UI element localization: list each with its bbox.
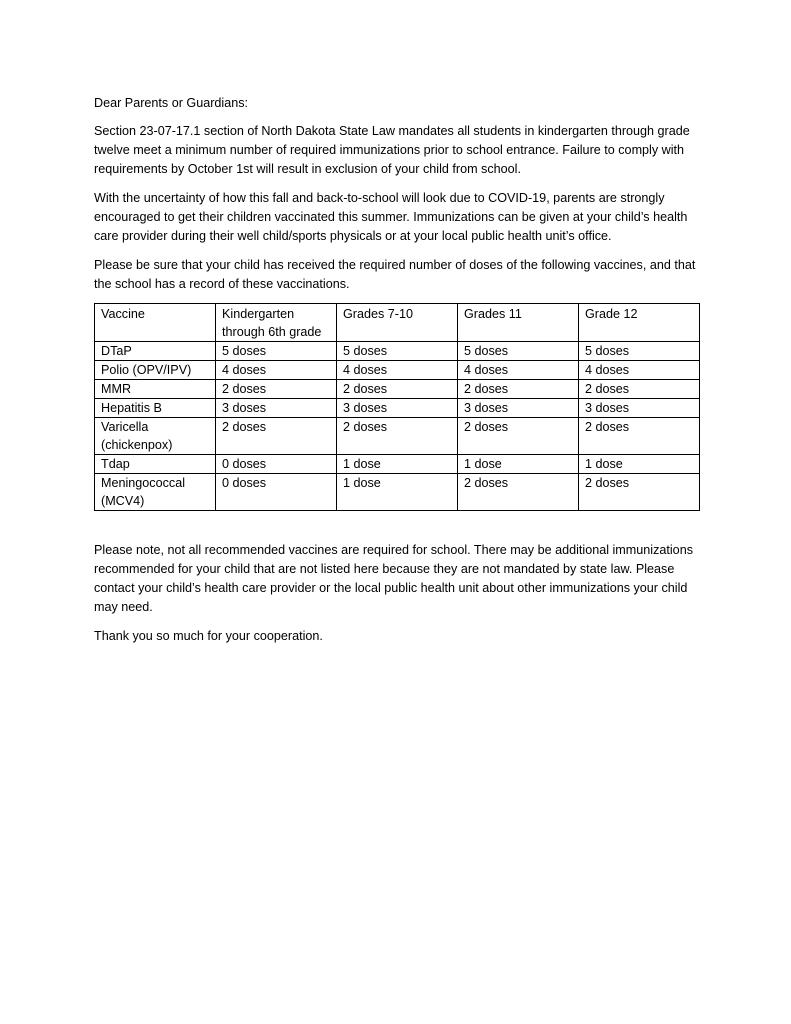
header-grades-11: Grades 11 <box>458 304 579 342</box>
dose-cell: 2 doses <box>216 418 337 455</box>
vaccine-requirements-table <box>94 303 700 511</box>
dose-cell: 5 doses <box>579 342 700 361</box>
vaccine-name-cell: Tdap <box>95 455 216 474</box>
table-row <box>95 418 700 455</box>
dose-cell: 1 dose <box>579 455 700 474</box>
table-row <box>95 361 700 380</box>
dose-cell: 5 doses <box>458 342 579 361</box>
dose-cell: 1 dose <box>458 455 579 474</box>
dose-cell: 1 dose <box>337 474 458 511</box>
table-row <box>95 342 700 361</box>
dose-cell: 5 doses <box>216 342 337 361</box>
dose-cell: 1 dose <box>337 455 458 474</box>
dose-cell: 0 doses <box>216 474 337 511</box>
vaccine-name-cell: Meningococcal (MCV4) <box>95 474 216 511</box>
paragraph-covid: With the uncertainty of how this fall and back-to-school will look due to COVID-19, parents are strongly encouraged to get their children vaccinated this summer. Immunizations can be given at your child’s health care provider during their well child/sports physicals or at your local public health unit’s office. <box>94 191 688 243</box>
paragraph-law: Section 23-07-17.1 section of North Dakota State Law mandates all students in kindergarten through grade twelve meet a minimum number of required immunizations prior to school entrance. Failure to comply with requirements by October 1st will result in exclusion of your child from school. <box>94 124 690 176</box>
dose-cell: 2 doses <box>579 380 700 399</box>
dose-cell: 4 doses <box>337 361 458 380</box>
dose-cell: 2 doses <box>337 380 458 399</box>
dose-cell: 2 doses <box>458 380 579 399</box>
vaccine-name-cell: Varicella (chickenpox) <box>95 418 216 455</box>
table-row <box>95 380 700 399</box>
table-row <box>95 455 700 474</box>
dose-cell: 2 doses <box>458 474 579 511</box>
dose-cell: 2 doses <box>458 418 579 455</box>
vaccine-name-cell: Polio (OPV/IPV) <box>95 361 216 380</box>
dose-cell: 2 doses <box>579 418 700 455</box>
dose-cell: 3 doses <box>458 399 579 418</box>
header-grade-12: Grade 12 <box>579 304 700 342</box>
paragraph-note: Please note, not all recommended vaccines are required for school. There may be additional immunizations recommended for your child that are not listed here because they are not mandated by state law. Please contact your child’s health care provider or the local public health unit about other immunizations your child may need. <box>94 543 693 614</box>
dose-cell: 3 doses <box>216 399 337 418</box>
header-vaccine: Vaccine <box>95 304 216 342</box>
paragraph-thanks: Thank you so much for your cooperation. <box>94 629 323 643</box>
dose-cell: 2 doses <box>337 418 458 455</box>
vaccine-name-cell: DTaP <box>95 342 216 361</box>
table-row <box>95 474 700 511</box>
vaccine-name-cell: MMR <box>95 380 216 399</box>
dose-cell: 4 doses <box>216 361 337 380</box>
letter-page <box>94 94 700 656</box>
header-kindergarten: Kindergarten through 6th grade <box>216 304 337 342</box>
vaccine-name-cell: Hepatitis B <box>95 399 216 418</box>
dose-cell: 3 doses <box>337 399 458 418</box>
table-row <box>95 399 700 418</box>
letter-greeting: Dear Parents or Guardians: <box>94 96 248 110</box>
dose-cell: 5 doses <box>337 342 458 361</box>
dose-cell: 3 doses <box>579 399 700 418</box>
table-header-row <box>95 304 700 342</box>
dose-cell: 4 doses <box>458 361 579 380</box>
paragraph-request: Please be sure that your child has received the required number of doses of the following vaccines, and that the school has a record of these vaccinations. <box>94 258 696 291</box>
dose-cell: 0 doses <box>216 455 337 474</box>
dose-cell: 2 doses <box>216 380 337 399</box>
dose-cell: 4 doses <box>579 361 700 380</box>
header-grades-7-10: Grades 7-10 <box>337 304 458 342</box>
dose-cell: 2 doses <box>579 474 700 511</box>
